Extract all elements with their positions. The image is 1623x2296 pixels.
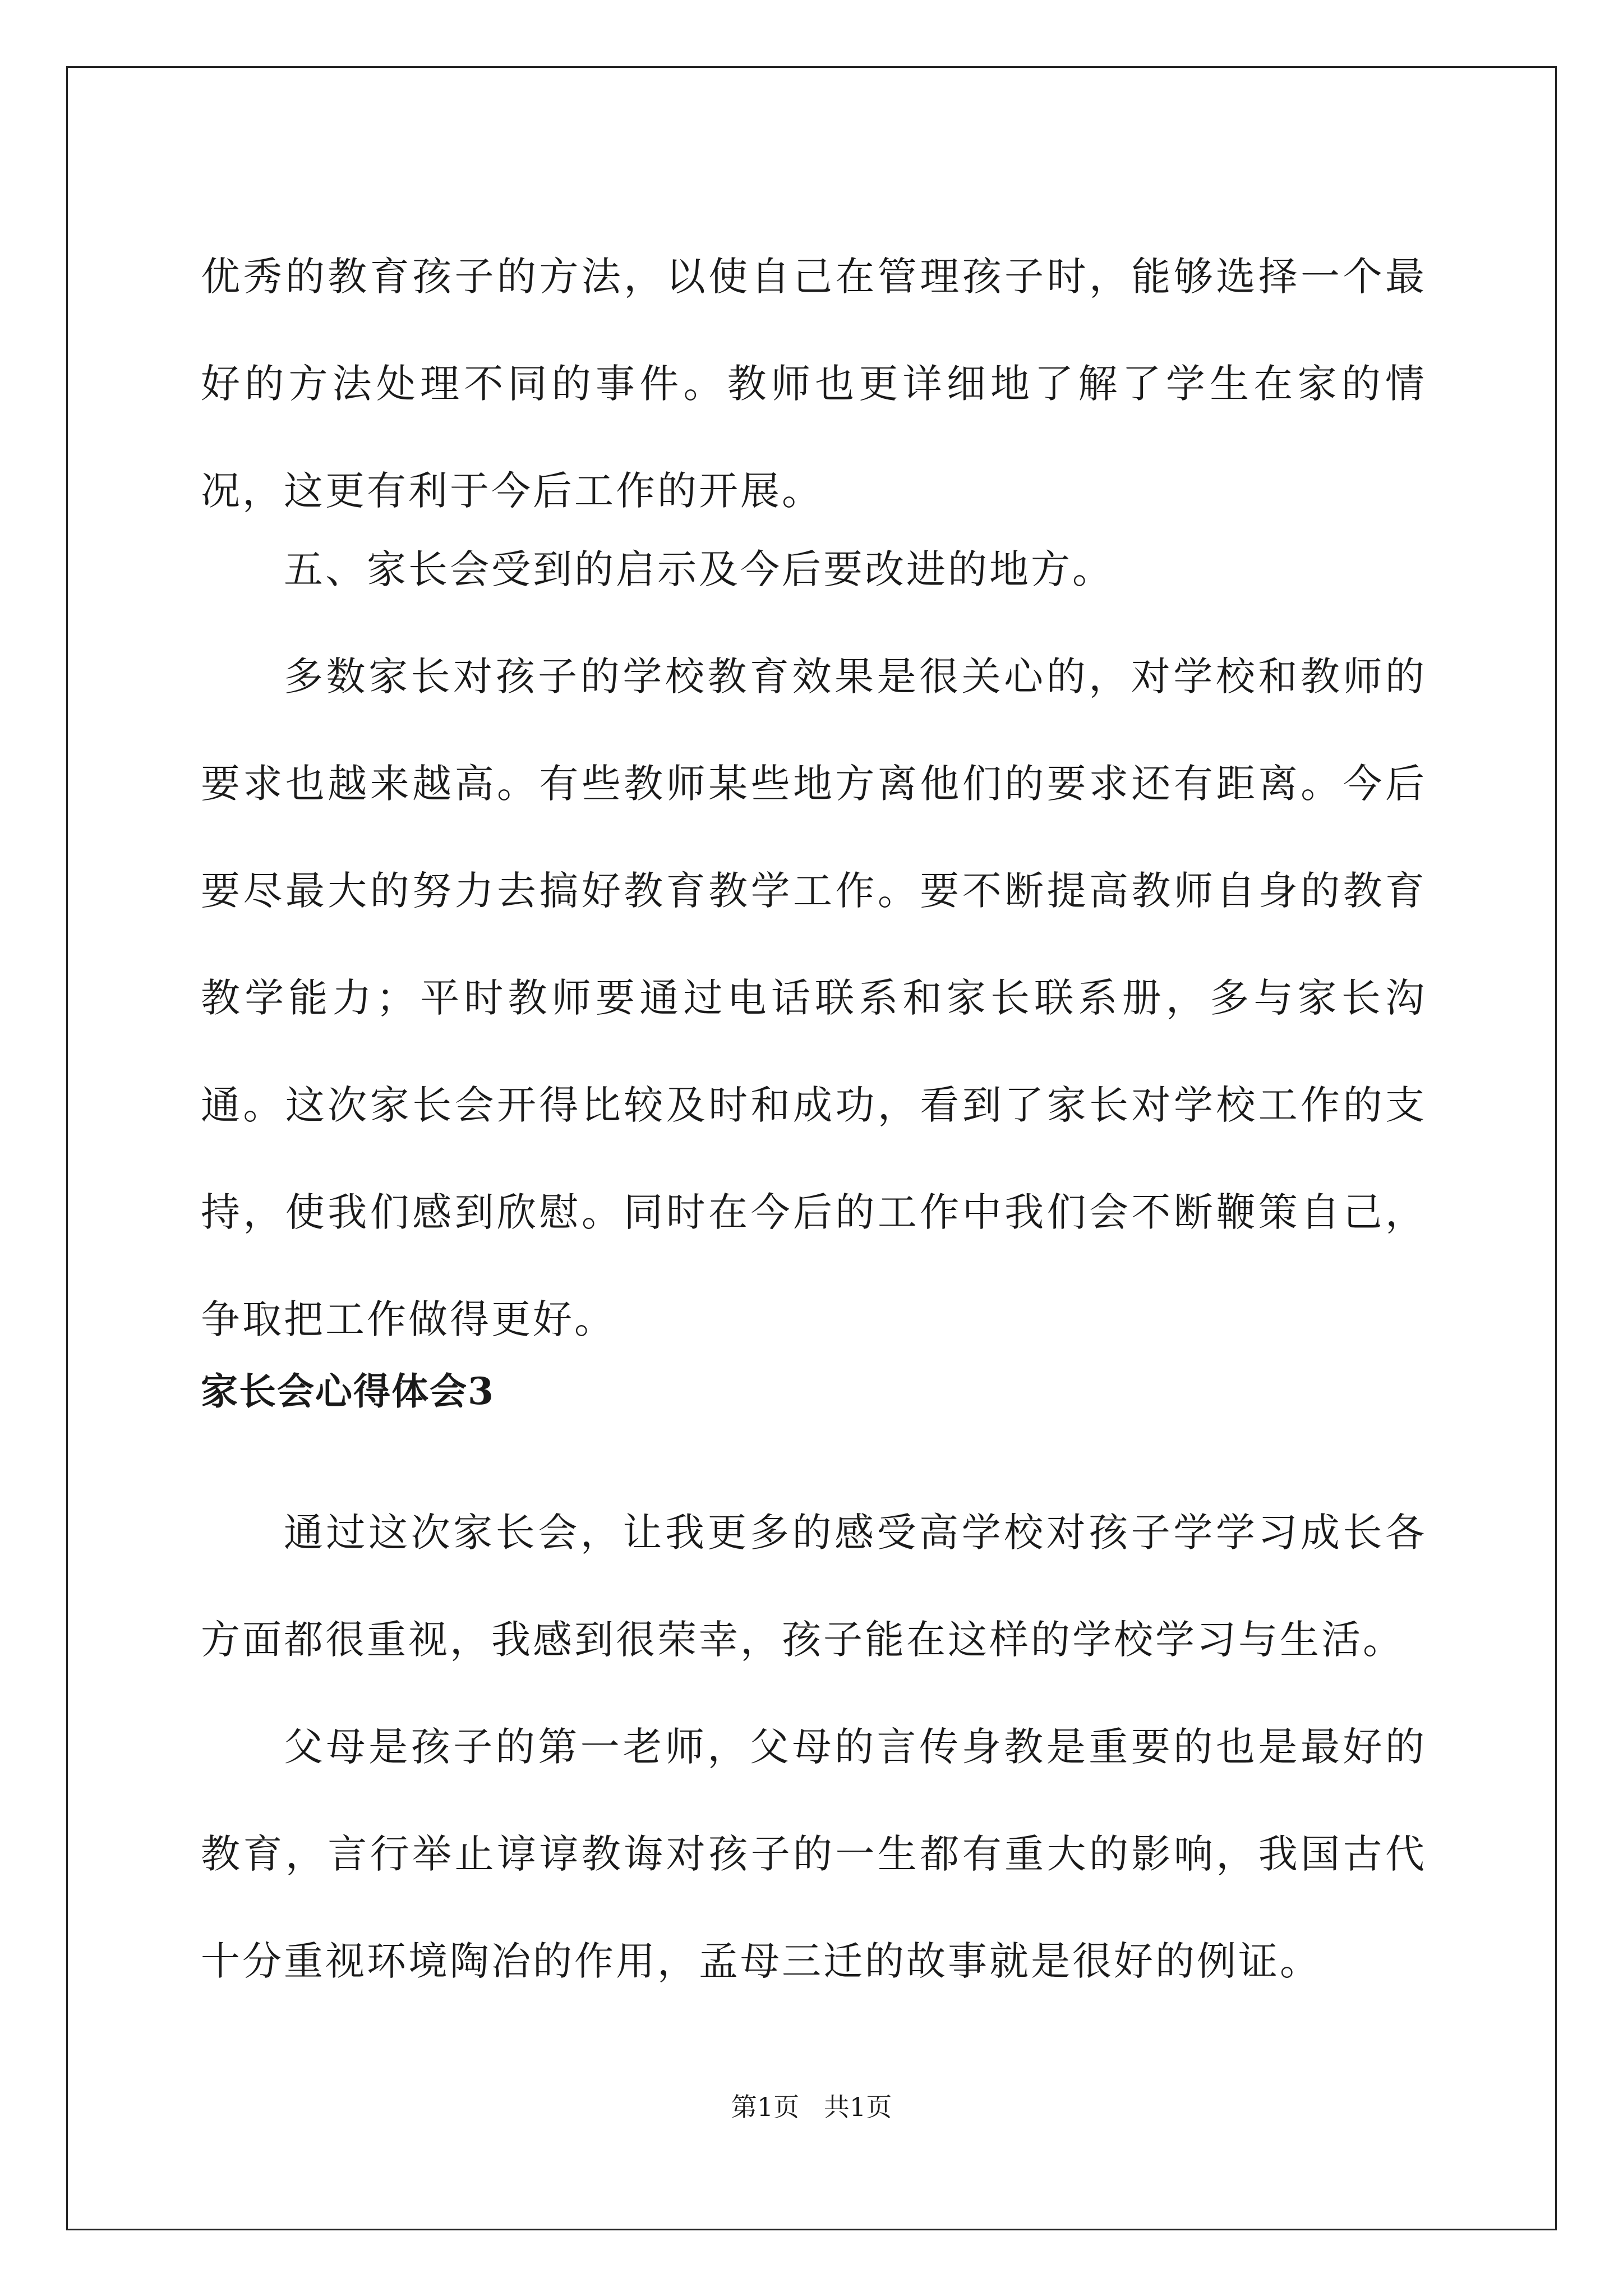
- section-heading: 家长会心得体会3: [201, 1369, 495, 1413]
- page-number-footer: 第1页 共1页: [731, 2092, 892, 2122]
- paragraph-meeting-impression: 通过这次家长会，让我更多的感受高学校对孩子学学习成长各方面都很重视，我感到很荣幸，孩子能在这样的学校学习与生活。: [201, 1510, 1427, 1663]
- paragraph-continuation: 优秀的教育孩子的方法，以使自己在管理孩子时，能够选择一个最好的方法处理不同的事件。教师也更详细地了解了学生在家的情况，这更有利于今后工作的开展。: [201, 254, 1427, 514]
- paragraph-parents-first-teacher: 父母是孩子的第一老师，父母的言传身教是重要的也是最好的教育，言行举止谆谆教诲对孩子的一生都有重大的影响，我国古代十分重视环境陶冶的作用，孟母三迁的故事就是很好的例证。: [201, 1724, 1427, 1984]
- paragraph-parents-concern: 多数家长对孩子的学校教育效果是很关心的，对学校和教师的要求也越来越高。有些教师某些地方离他们的要求还有距离。今后要尽最大的努力去搞好教育教学工作。要不断提高教师自身的教育教学能力；平时教师要通过电话联系和家长联系册，多与家长沟通。这次家长会开得比较及时和成功，看到了家长对学校工作的支持，使我们感到欣慰。同时在今后的工作中我们会不断鞭策自己，争取把工作做得更好。: [201, 654, 1427, 1342]
- paragraph-point-five: 五、家长会受到的启示及今后要改进的地方。: [284, 546, 1114, 592]
